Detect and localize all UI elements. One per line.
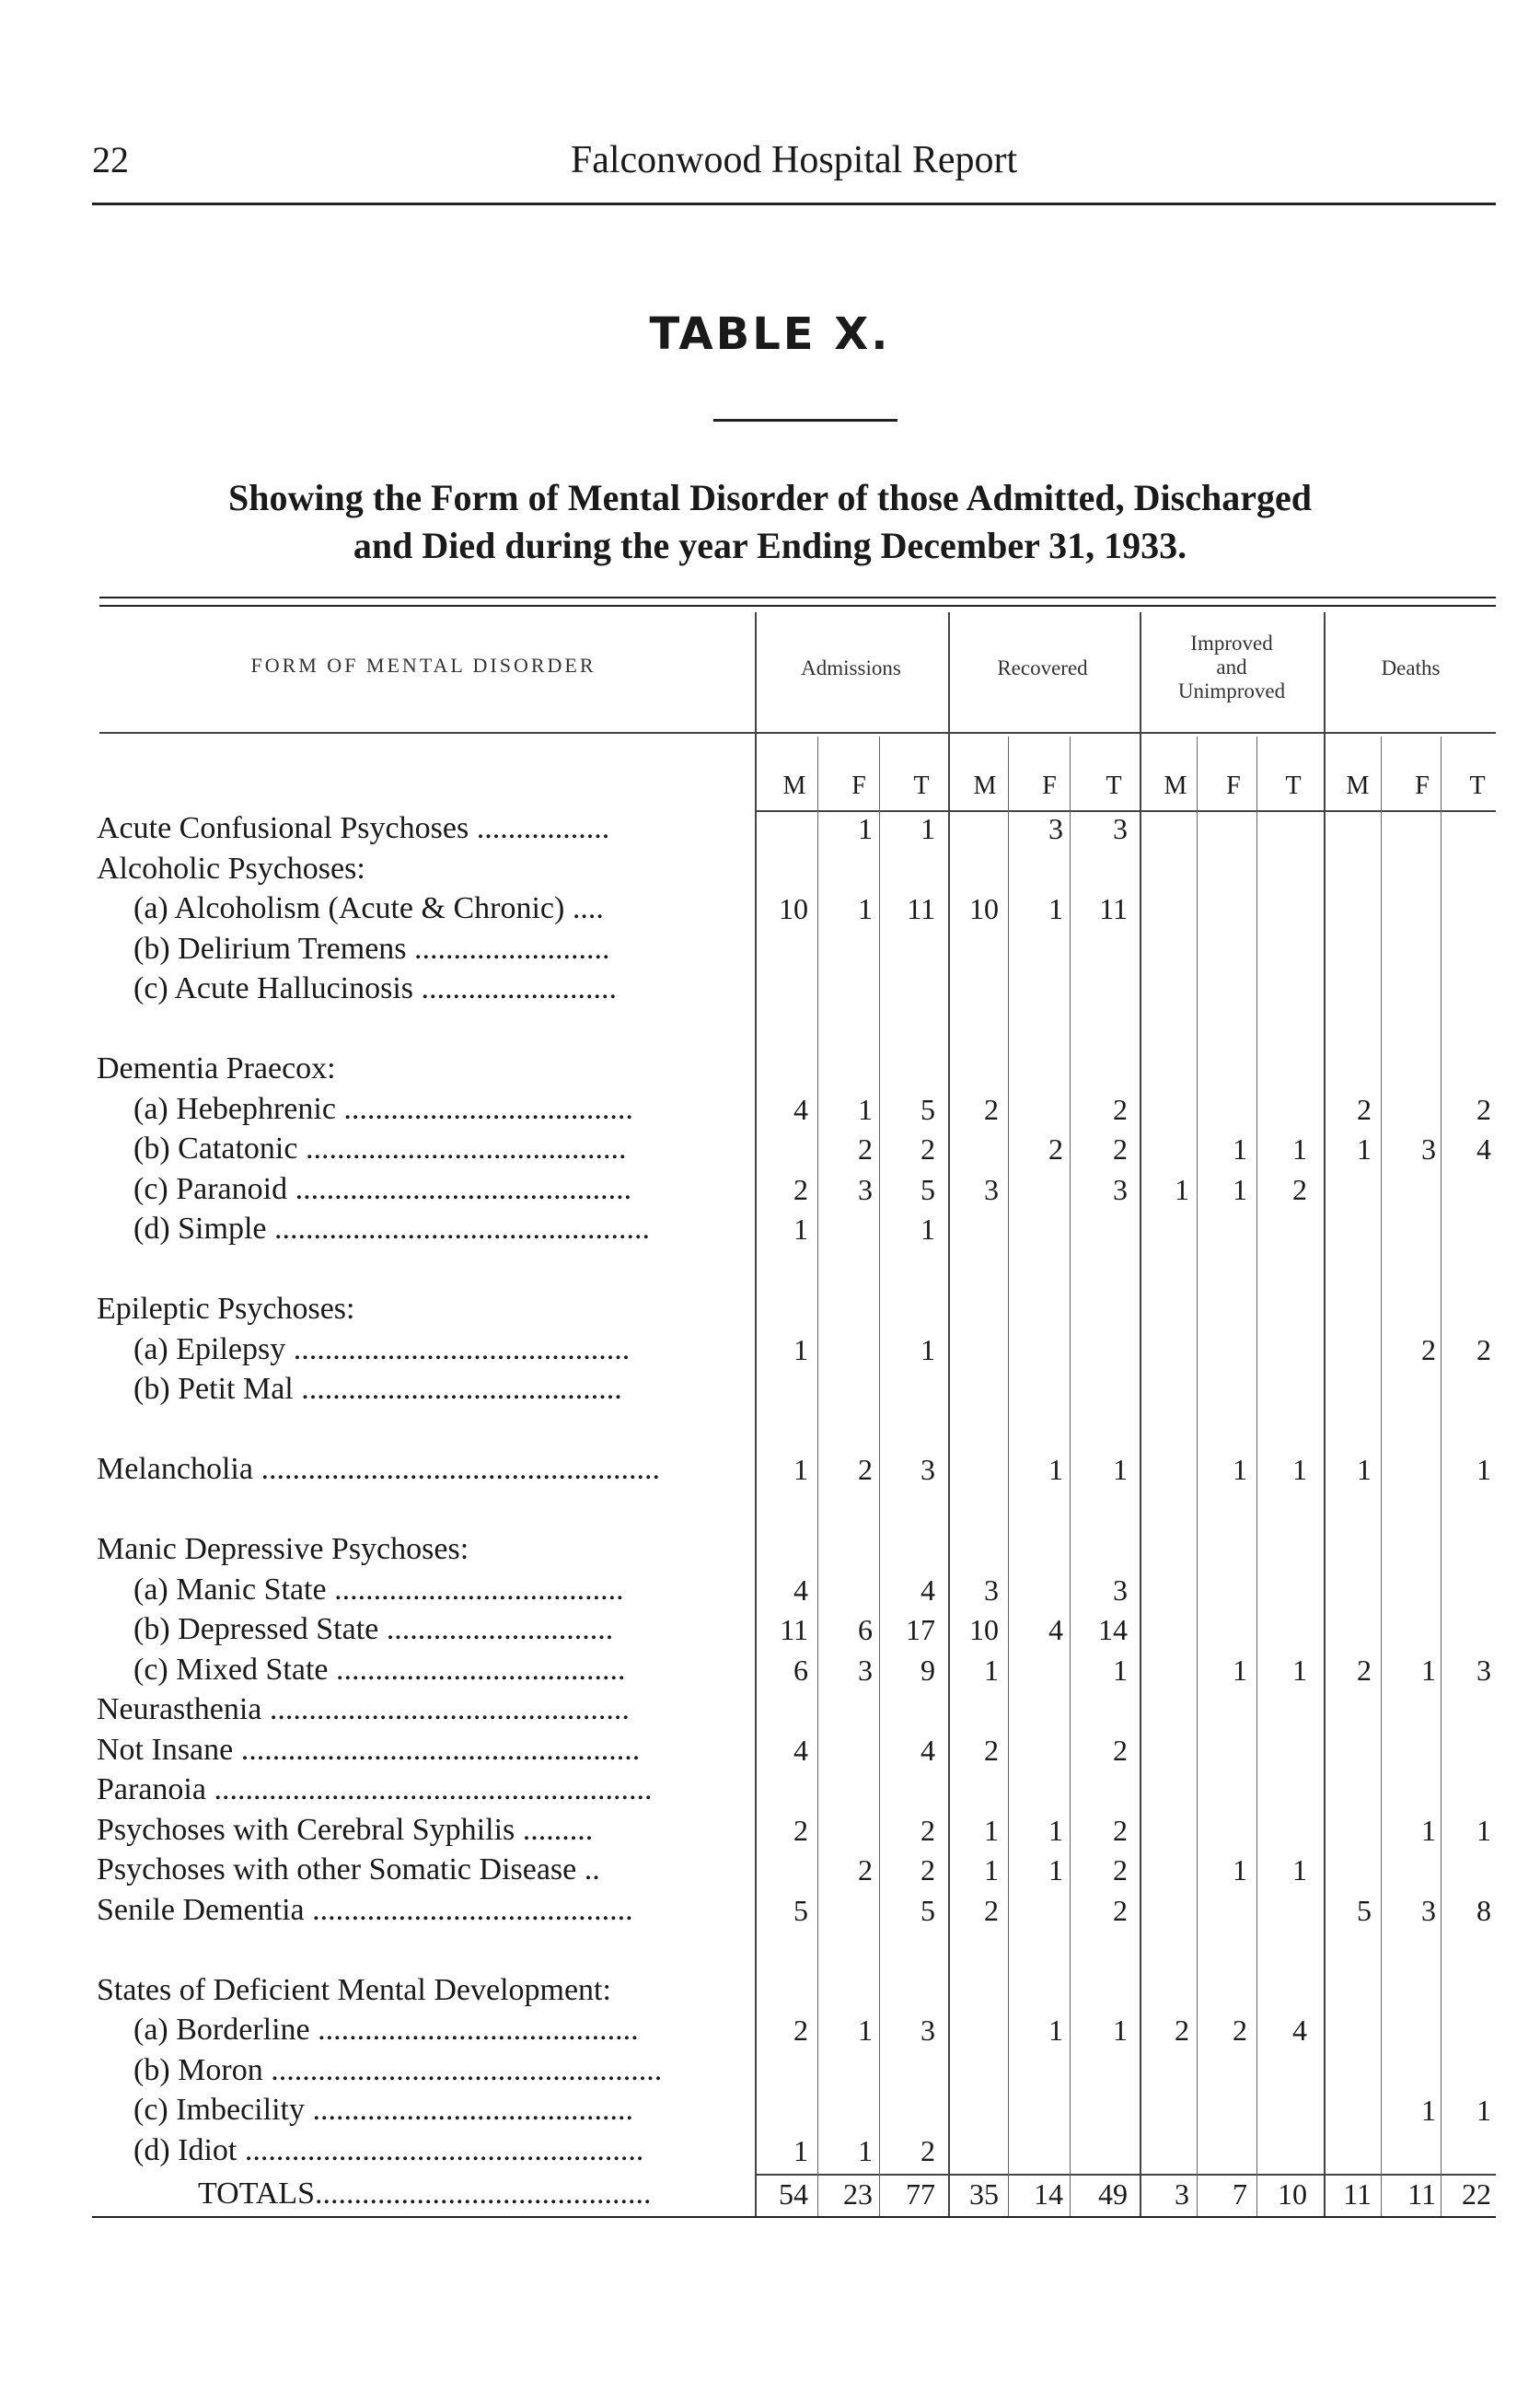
table-cell: 1: [1175, 1172, 1189, 1206]
page-number: 22: [92, 139, 129, 180]
table-cell: 1: [1421, 1813, 1436, 1847]
row-leader-dots: ....: [564, 891, 604, 925]
row-leader-dots: ..............................................: [261, 1692, 630, 1726]
row-label: [97, 1051, 746, 1087]
column-divider-line: [1256, 737, 1257, 2216]
table-cell: 2: [1113, 1092, 1128, 1126]
row-label: [133, 931, 746, 968]
table-cell: 1: [1357, 1132, 1372, 1166]
row-label-text: Senile Dementia: [97, 1892, 305, 1927]
table-cell: 2: [984, 1733, 999, 1767]
table-cell: 1: [1048, 1453, 1063, 1486]
table-cell: 1: [921, 1332, 935, 1366]
row-label: [97, 1531, 746, 1568]
row-leader-dots: .................: [469, 811, 610, 845]
table-cell: 1: [793, 1213, 808, 1246]
row-leader-dots: .....................................: [335, 1091, 633, 1126]
table-cell: 11: [780, 1613, 808, 1646]
row-label-text: (a) Epilepsy: [133, 1331, 286, 1366]
row-leader-dots: .....................................: [328, 1652, 626, 1687]
row-label-text: Melancholia: [97, 1452, 253, 1486]
table-cell: 1: [1048, 892, 1063, 925]
row-label: [133, 1091, 746, 1128]
running-title: Falconwood Hospital Report: [570, 139, 1018, 181]
row-leader-dots: .........................................: [309, 2013, 639, 2047]
table-cell: 4: [1292, 2014, 1307, 2047]
improved-header-line-2: and: [1216, 656, 1247, 679]
table-cell: 1: [1421, 1653, 1436, 1687]
table-cell: 1: [793, 1453, 808, 1486]
table-cell: 1: [1048, 1853, 1063, 1886]
row-label: [133, 1211, 746, 1248]
table-cell: 5: [921, 1172, 935, 1206]
table-cell: 2: [921, 1853, 935, 1886]
sub-column-label-11: F: [1415, 772, 1430, 800]
row-label-text: Paranoia: [97, 1772, 206, 1806]
row-leader-dots: ...................................................: [252, 1452, 660, 1486]
table-cell: 1: [921, 812, 935, 845]
improved-header-line-1: Improved: [1190, 632, 1273, 655]
row-label: [133, 1652, 746, 1689]
group-divider-line: [1140, 612, 1141, 2216]
table-cell: 2: [858, 1132, 873, 1166]
sub-column-label-4: M: [973, 772, 997, 800]
totals-label: [198, 2176, 652, 2212]
row-label-text: (a) Hebephrenic: [133, 1091, 336, 1126]
column-divider-line: [1008, 737, 1009, 2216]
row-leader-dots: ........................................................: [205, 1772, 653, 1806]
improved-header: [1140, 632, 1324, 703]
table-cell: 6: [858, 1613, 873, 1646]
sub-column-label-1: M: [782, 772, 806, 800]
table-cell: 1: [793, 1332, 808, 1366]
table-cell: 2: [858, 1853, 873, 1886]
row-label-text: Epileptic Psychoses:: [97, 1292, 355, 1326]
column-divider-line: [879, 737, 880, 2216]
table-cell: 2: [1175, 2014, 1189, 2047]
totals-cell: 54: [779, 2177, 808, 2211]
row-label-text: Acute Confusional Psychoses: [97, 811, 469, 845]
row-label-text: (b) Petit Mal: [133, 1372, 294, 1406]
totals-cell: 23: [843, 2177, 873, 2211]
row-label: [133, 970, 746, 1007]
totals-cell: 3: [1175, 2177, 1189, 2211]
table-cell: 11: [907, 892, 935, 925]
table-cell: 1: [858, 892, 873, 925]
totals-cell: 11: [1407, 2177, 1436, 2211]
table-cell: 5: [921, 1893, 935, 1927]
row-label-text: Manic Depressive Psychoses:: [97, 1532, 469, 1566]
table-cell: 2: [921, 1813, 935, 1847]
table-cell: 2: [793, 1813, 808, 1847]
column-divider-line: [817, 737, 818, 2216]
table-cell: 1: [1113, 1653, 1128, 1687]
table-cell: 3: [1421, 1893, 1436, 1927]
totals-cell: 14: [1034, 2177, 1063, 2211]
subtitle-line-2: and Died during the year Ending December 31, 1933.: [353, 525, 1187, 566]
group-divider-line: [1324, 612, 1326, 2216]
group-divider-line: [948, 612, 950, 2216]
sub-column-label-2: F: [851, 772, 866, 800]
recovered-header: Recovered: [997, 656, 1088, 679]
table-cell: 2: [921, 1132, 935, 1166]
row-leader-dots: ..: [576, 1852, 600, 1886]
row-label-text: (c) Paranoid: [133, 1171, 288, 1206]
table-cell: 2: [1113, 1853, 1128, 1886]
sub-column-label-10: M: [1346, 772, 1370, 800]
table-cell: 1: [1476, 1813, 1491, 1847]
table-cell: 4: [921, 1573, 935, 1607]
table-cell: 1: [1292, 1853, 1307, 1886]
table-cell: 2: [984, 1893, 999, 1927]
table-cell: 1: [1421, 2094, 1436, 2127]
table-cell: 1: [1233, 1653, 1247, 1687]
table-cell: 2: [1113, 1893, 1128, 1927]
table-cell: 3: [921, 1453, 935, 1486]
row-label-text: Dementia Praecox:: [97, 1051, 336, 1085]
row-leader-dots: .............................: [378, 1612, 614, 1646]
totals-label-text: TOTALS: [198, 2177, 315, 2211]
column-divider-line: [1441, 737, 1442, 2216]
table-cell: 4: [793, 1573, 808, 1607]
table-cell: 2: [1357, 1092, 1372, 1126]
totals-rule: [755, 2174, 1496, 2176]
totals-cell: 49: [1098, 2177, 1128, 2211]
table-cell: 1: [1292, 1653, 1307, 1687]
table-cell: 5: [793, 1893, 808, 1927]
row-label-text: (b) Moron: [133, 2052, 263, 2087]
row-label-text: (c) Mixed State: [133, 1652, 329, 1687]
row-label: [97, 851, 746, 888]
row-leader-dots: .........................................: [304, 1892, 633, 1927]
row-label: [133, 1171, 746, 1208]
row-leader-dots: ...................................................: [233, 1732, 641, 1767]
table-cell: 5: [1357, 1893, 1372, 1927]
row-label-text: (a) Alcoholism (Acute & Chronic): [133, 891, 565, 925]
table-cell: 3: [858, 1172, 873, 1206]
row-label-text: (a) Manic State: [133, 1572, 327, 1607]
totals-cell: 22: [1462, 2177, 1491, 2211]
row-label-text: (a) Borderline: [133, 2013, 310, 2047]
row-label: [133, 2092, 746, 2129]
row-label: [97, 1972, 746, 2009]
row-label: [133, 2012, 746, 2049]
row-label: [97, 1812, 746, 1849]
table-cell: 5: [921, 1092, 935, 1126]
table-cell: 2: [1113, 1813, 1128, 1847]
row-label: [133, 1371, 746, 1408]
table-cell: 1: [1233, 1453, 1247, 1486]
sub-column-label-7: M: [1164, 772, 1187, 800]
disorder-column-header: FORM OF MENTAL DISORDER: [250, 654, 596, 677]
table-cell: 10: [779, 892, 808, 925]
row-leader-dots: .........................................: [293, 1372, 622, 1406]
table-cell: 2: [1292, 1172, 1307, 1206]
table-cell: 10: [969, 892, 999, 925]
row-leader-dots: .....................................: [326, 1572, 624, 1607]
totals-cell: 11: [1343, 2177, 1372, 2211]
table-cell: 4: [1476, 1132, 1491, 1166]
sub-column-label-8: F: [1226, 772, 1241, 800]
table-cell: 14: [1098, 1613, 1128, 1646]
totals-cell: 77: [906, 2177, 935, 2211]
row-label-text: Psychoses with Cerebral Syphilis: [97, 1812, 515, 1847]
table-cell: 4: [1048, 1613, 1063, 1646]
sub-column-label-5: F: [1042, 772, 1057, 800]
table-cell: 1: [984, 1813, 999, 1847]
row-label-text: Alcoholic Psychoses:: [97, 851, 365, 886]
sub-column-label-12: T: [1469, 772, 1486, 800]
row-leader-dots: .........................: [413, 971, 618, 1005]
table-cell: 3: [921, 2014, 935, 2047]
table-cell: 1: [1048, 2014, 1063, 2047]
table-cell: 1: [1113, 1453, 1128, 1486]
title-rule: [713, 419, 897, 422]
table-cell: 1: [1476, 2094, 1491, 2127]
table-cell: 1: [1292, 1132, 1307, 1166]
table-cell: 2: [984, 1092, 999, 1126]
table-cell: 4: [793, 1733, 808, 1767]
row-label: [133, 1131, 746, 1167]
row-label: [97, 1451, 746, 1488]
row-leader-dots: ...........................................: [287, 1171, 632, 1206]
row-label-text: (d) Simple: [133, 1212, 267, 1246]
table-cell: 3: [984, 1172, 999, 1206]
table-cell: 2: [1048, 1132, 1063, 1166]
row-label-text: (c) Imbecility: [133, 2093, 305, 2127]
column-divider-line: [1070, 737, 1071, 2216]
table-cell: 1: [1048, 1813, 1063, 1847]
row-leader-dots: .........................................: [297, 1132, 627, 1166]
table-cell: 1: [1476, 1453, 1491, 1486]
row-label-text: (b) Depressed State: [133, 1612, 379, 1646]
row-leader-dots: ...........................................: [285, 1331, 631, 1366]
table-cell: 3: [1048, 812, 1063, 845]
table-cell: 1: [1292, 1453, 1307, 1486]
row-label-text: Not Insane: [97, 1732, 234, 1767]
table-cell: 1: [984, 1653, 999, 1687]
table-cell: 1: [1233, 1172, 1247, 1206]
table-cell: 9: [921, 1653, 935, 1687]
row-label-text: States of Deficient Mental Development:: [97, 1972, 611, 2007]
table-cell: 3: [1421, 1132, 1436, 1166]
sub-column-label-3: T: [913, 772, 930, 800]
table-cell: 1: [921, 1213, 935, 1246]
improved-header-line-3: Unimproved: [1177, 679, 1286, 702]
table-title: TABLE X.: [649, 308, 891, 360]
row-label: [97, 1732, 746, 1769]
table-cell: 1: [984, 1853, 999, 1886]
table-cell: 2: [1357, 1653, 1372, 1687]
table-cell: 2: [1233, 2014, 1247, 2047]
totals-cell: 7: [1233, 2177, 1247, 2211]
table-cell: 1: [858, 812, 873, 845]
row-leader-dots: .........................................: [304, 2093, 633, 2127]
table-cell: 2: [793, 2014, 808, 2047]
table-subtitle: [55, 474, 1485, 570]
table-cell: 2: [793, 1172, 808, 1206]
table-cell: 2: [1476, 1092, 1491, 1126]
table-cell: 3: [1113, 812, 1128, 845]
group-divider-line: [755, 612, 757, 2216]
row-label-text: (d) Idiot: [133, 2132, 237, 2167]
row-label-text: (c) Acute Hallucinosis: [133, 971, 414, 1005]
table-cell: 4: [793, 1092, 808, 1126]
table-cell: 1: [1233, 1853, 1247, 1886]
page-header: [92, 138, 1496, 205]
row-label-text: Psychoses with other Somatic Disease: [97, 1852, 577, 1886]
top-double-rule: [99, 597, 1496, 607]
table-cell: 2: [1421, 1332, 1436, 1366]
totals-cell: 10: [1278, 2177, 1307, 2211]
table-cell: 3: [1476, 1653, 1491, 1687]
column-header-rule: [99, 732, 1496, 734]
row-label: [97, 810, 746, 847]
table-cell: 2: [921, 2133, 935, 2167]
table-cell: 3: [1113, 1172, 1128, 1206]
row-leader-dots: .........................: [406, 931, 610, 966]
table-cell: 1: [1233, 1132, 1247, 1166]
admissions-header: Admissions: [801, 656, 901, 679]
table-cell: 1: [1357, 1453, 1372, 1486]
row-label-text: Neurasthenia: [97, 1692, 262, 1726]
table-cell: 1: [858, 2014, 873, 2047]
row-label: [133, 2052, 746, 2089]
row-label-text: (b) Delirium Tremens: [133, 931, 407, 966]
row-leader-dots: .........: [515, 1812, 594, 1847]
table-cell: 1: [858, 2133, 873, 2167]
table-cell: 6: [793, 1653, 808, 1687]
table-cell: 10: [969, 1613, 999, 1646]
totals-leader-dots: ...........................................: [315, 2177, 652, 2211]
table-cell: 2: [858, 1453, 873, 1486]
sub-column-label-9: T: [1285, 772, 1302, 800]
deaths-header: Deaths: [1381, 656, 1441, 679]
table-cell: 1: [793, 2133, 808, 2167]
row-label: [133, 2132, 746, 2169]
row-label: [97, 1852, 746, 1888]
table-cell: 1: [1113, 2014, 1128, 2047]
row-label: [97, 1291, 746, 1328]
row-label: [97, 1691, 746, 1728]
row-label: [97, 1771, 746, 1808]
table-cell: 3: [858, 1653, 873, 1687]
table-cell: 4: [921, 1733, 935, 1767]
table-cell: 2: [1113, 1132, 1128, 1166]
table-cell: 3: [1113, 1573, 1128, 1607]
sub-column-label-6: T: [1106, 772, 1122, 800]
row-label-text: (b) Catatonic: [133, 1132, 298, 1166]
table-cell: 3: [984, 1573, 999, 1607]
row-leader-dots: ...................................................: [237, 2132, 644, 2167]
table-cell: 8: [1476, 1893, 1491, 1927]
bottom-rule: [92, 2216, 1496, 2218]
row-label: [133, 1611, 746, 1648]
row-label: [133, 1331, 746, 1368]
row-label: [133, 890, 746, 927]
row-leader-dots: ................................................: [266, 1212, 650, 1246]
row-label: [97, 1892, 746, 1929]
table-cell: 17: [906, 1613, 935, 1646]
table-cell: 2: [1113, 1733, 1128, 1767]
column-divider-line: [1197, 737, 1198, 2216]
subtitle-line-1: Showing the Form of Mental Disorder of those Admitted, Discharged: [228, 477, 1312, 518]
row-label: [133, 1572, 746, 1608]
column-divider-line: [1381, 737, 1382, 2216]
totals-cell: 35: [969, 2177, 999, 2211]
table-cell: 1: [858, 1092, 873, 1126]
table-cell: 2: [1476, 1332, 1491, 1366]
table-cell: 11: [1099, 892, 1128, 925]
row-leader-dots: ..................................................: [262, 2052, 663, 2087]
